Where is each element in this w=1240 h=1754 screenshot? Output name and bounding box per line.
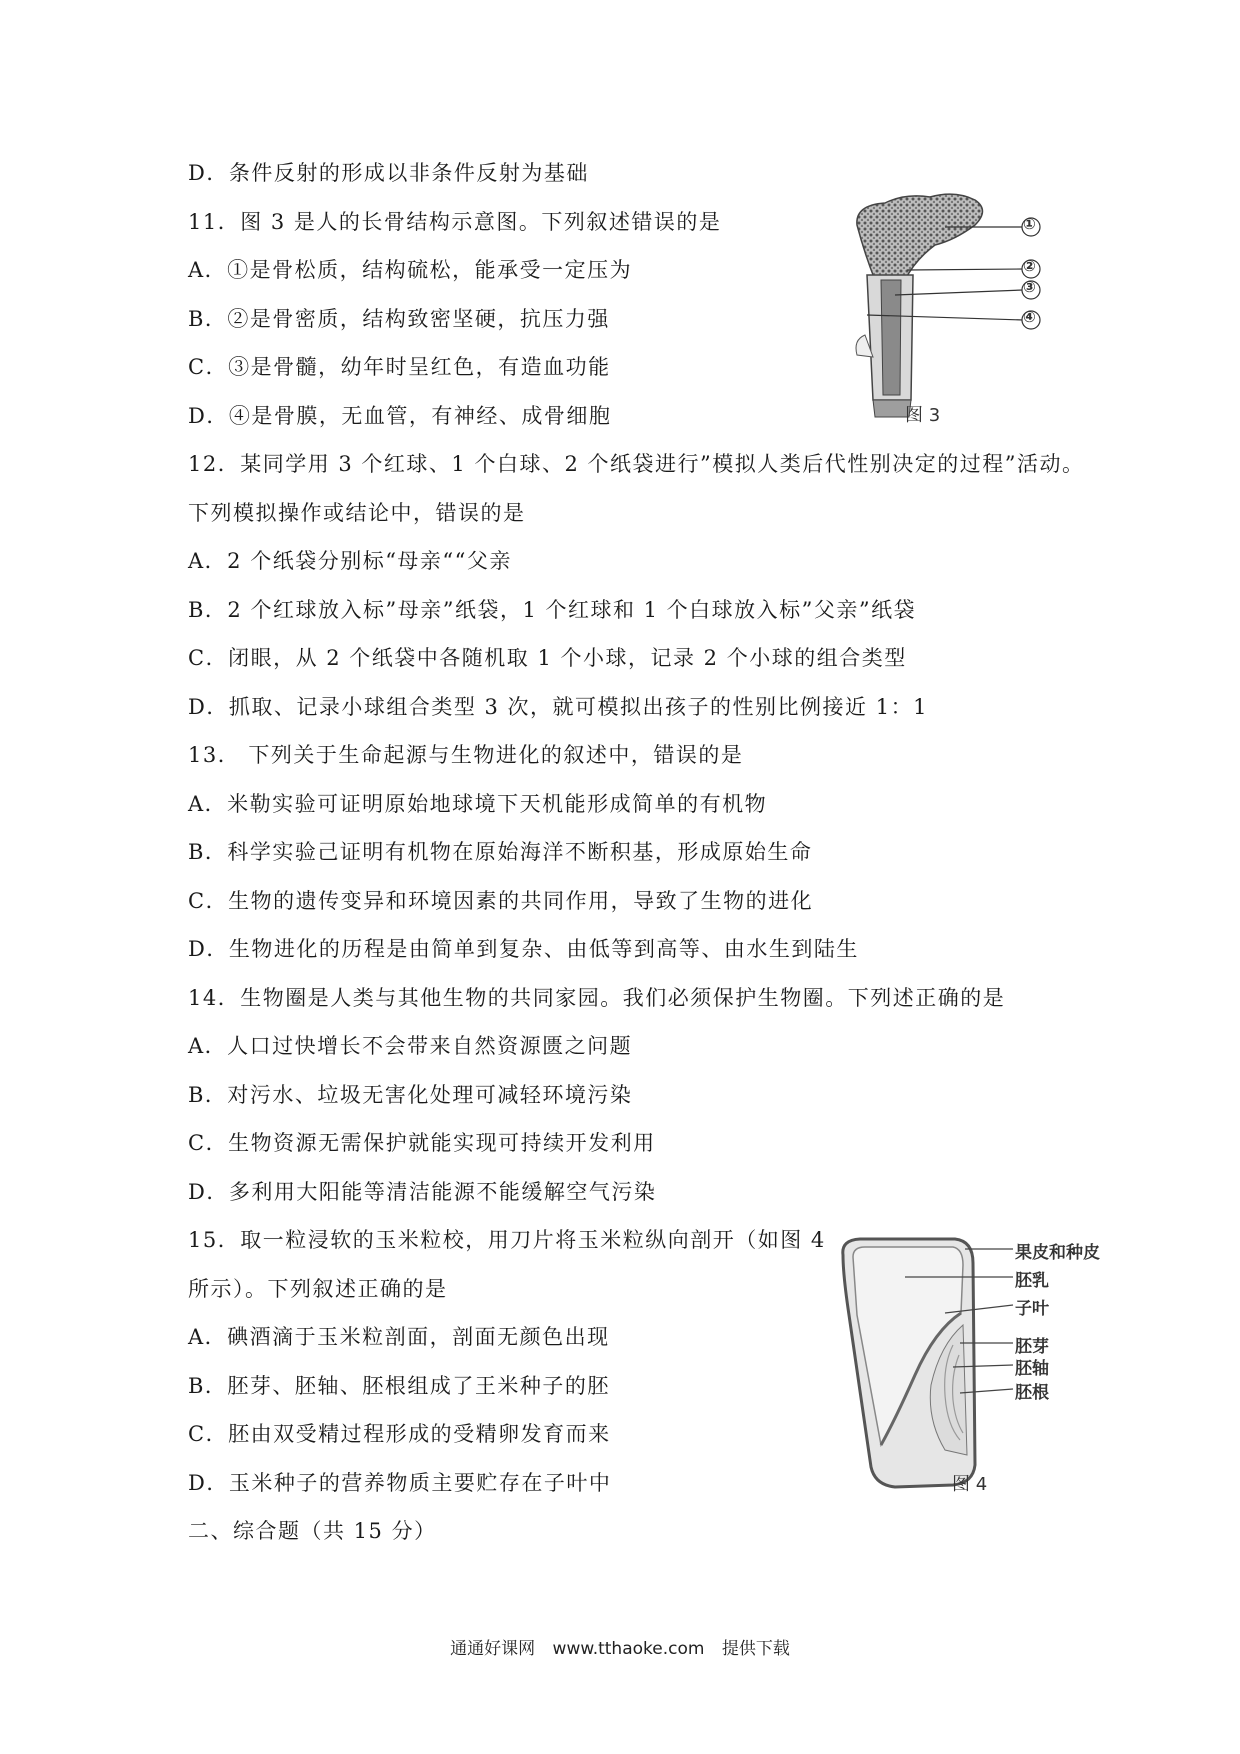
option-a-q12: A．2 个纸袋分别标“母亲““父亲	[188, 549, 512, 573]
figure-4-label-seed-coat: 果皮和种皮	[1015, 1243, 1100, 1263]
figure-4-label-cotyledon: 子叶	[1015, 1299, 1049, 1319]
question-14: 14．生物圈是人类与其他生物的共同家园。我们必须保护生物圈。下列述正确的是	[188, 986, 1006, 1010]
figure-3-label-1: ①	[1023, 215, 1036, 233]
option-d-q14: D．多利用大阳能等清洁能源不能缓解空气污染	[188, 1180, 657, 1204]
question-13: 13． 下列关于生命起源与生物进化的叙述中，错误的是	[188, 743, 744, 767]
question-11: 11．图 3 是人的长骨结构示意图。下列叙述错误的是	[188, 210, 722, 234]
option-c-q13: C．生物的遗传变异和环境因素的共同作用，导致了生物的进化	[188, 889, 814, 913]
option-a-q15: A．碘酒滴于玉米粒剖面，剖面无颜色出现	[188, 1325, 610, 1349]
figure-4-label-radicle: 胚根	[1015, 1383, 1049, 1403]
figure-4-label-plumule: 胚芽	[1015, 1337, 1049, 1357]
figure-3-label-3: ③	[1023, 278, 1036, 296]
question-15-cont: 所示）。下列叙述正确的是	[188, 1277, 448, 1301]
option-c-q12: C．闭眼，从 2 个纸袋中各随机取 1 个小球，记录 2 个小球的组合类型	[188, 646, 907, 670]
footer-site-name: 通通好课网	[450, 1639, 536, 1659]
figure-3-label-2: ②	[1023, 257, 1036, 275]
option-d-q11: D．④是骨膜，无血管，有神经、成骨细胞	[188, 404, 612, 428]
option-c-q15: C．胚由双受精过程形成的受精卵发育而来	[188, 1422, 611, 1446]
figure-3-long-bone	[845, 185, 1045, 425]
figure-4-caption: 图 4	[952, 1474, 988, 1495]
figure-3-label-4: ④	[1023, 308, 1036, 326]
option-b-q13: B．科学实验己证明有机物在原始海洋不断积基，形成原始生命	[188, 840, 813, 864]
option-d-q10: D．条件反射的形成以非条件反射为基础	[188, 161, 589, 185]
option-b-q15: B．胚芽、胚轴、胚根组成了王米种子的胚	[188, 1374, 610, 1398]
question-15: 15．取一粒浸软的玉米粒校，用刀片将玉米粒纵向剖开（如图 4	[188, 1228, 826, 1252]
footer-note: 提供下载	[721, 1639, 790, 1659]
figure-4-label-hypocotyl: 胚轴	[1015, 1359, 1049, 1379]
option-c-q11: C．③是骨髓，幼年时呈红色，有造血功能	[188, 355, 611, 379]
figure-4-corn-seed	[835, 1235, 1105, 1495]
option-a-q14: A．人口过快增长不会带来自然资源匮之问题	[188, 1034, 633, 1058]
question-12-cont: 下列模拟操作或结论中，错误的是	[188, 501, 526, 525]
option-c-q14: C．生物资源无需保护就能实现可持续开发利用	[188, 1131, 656, 1155]
figure-3-caption: 图 3	[905, 405, 941, 426]
figure-4-label-endosperm: 胚乳	[1015, 1271, 1049, 1291]
option-b-q11: B．②是骨密质，结构致密坚硬，抗压力强	[188, 307, 610, 331]
option-a-q11: A．①是骨松质，结构硫松，能承受一定压为	[188, 258, 633, 282]
section-heading-comprehensive: 二、综合题（共 15 分）	[188, 1519, 437, 1543]
option-a-q13: A．米勒实验可证明原始地球境下天机能形成简单的有机物	[188, 792, 768, 816]
corn-seed-diagram	[835, 1235, 1105, 1495]
long-bone-diagram	[845, 185, 1045, 425]
page-footer	[0, 1634, 1240, 1659]
option-b-q12: B．2 个红球放入标”母亲”纸袋，1 个红球和 1 个白球放入标”父亲”纸袋	[188, 598, 917, 622]
option-d-q12: D．抓取、记录小球组合类型 3 次，就可模拟出孩子的性别比例接近 1：1	[188, 695, 928, 719]
option-b-q14: B．对污水、垃圾无害化处理可减轻环境污染	[188, 1083, 633, 1107]
option-d-q13: D．生物进化的历程是由简单到复杂、由低等到高等、由水生到陆生	[188, 937, 859, 961]
option-d-q15: D．玉米种子的营养物质主要贮存在子叶中	[188, 1471, 612, 1495]
footer-url[interactable]: www.tthaoke.com	[552, 1639, 705, 1659]
question-12: 12．某同学用 3 个红球、1 个白球、2 个纸袋进行”模拟人类后代性别决定的过程”活动。	[188, 452, 1085, 476]
